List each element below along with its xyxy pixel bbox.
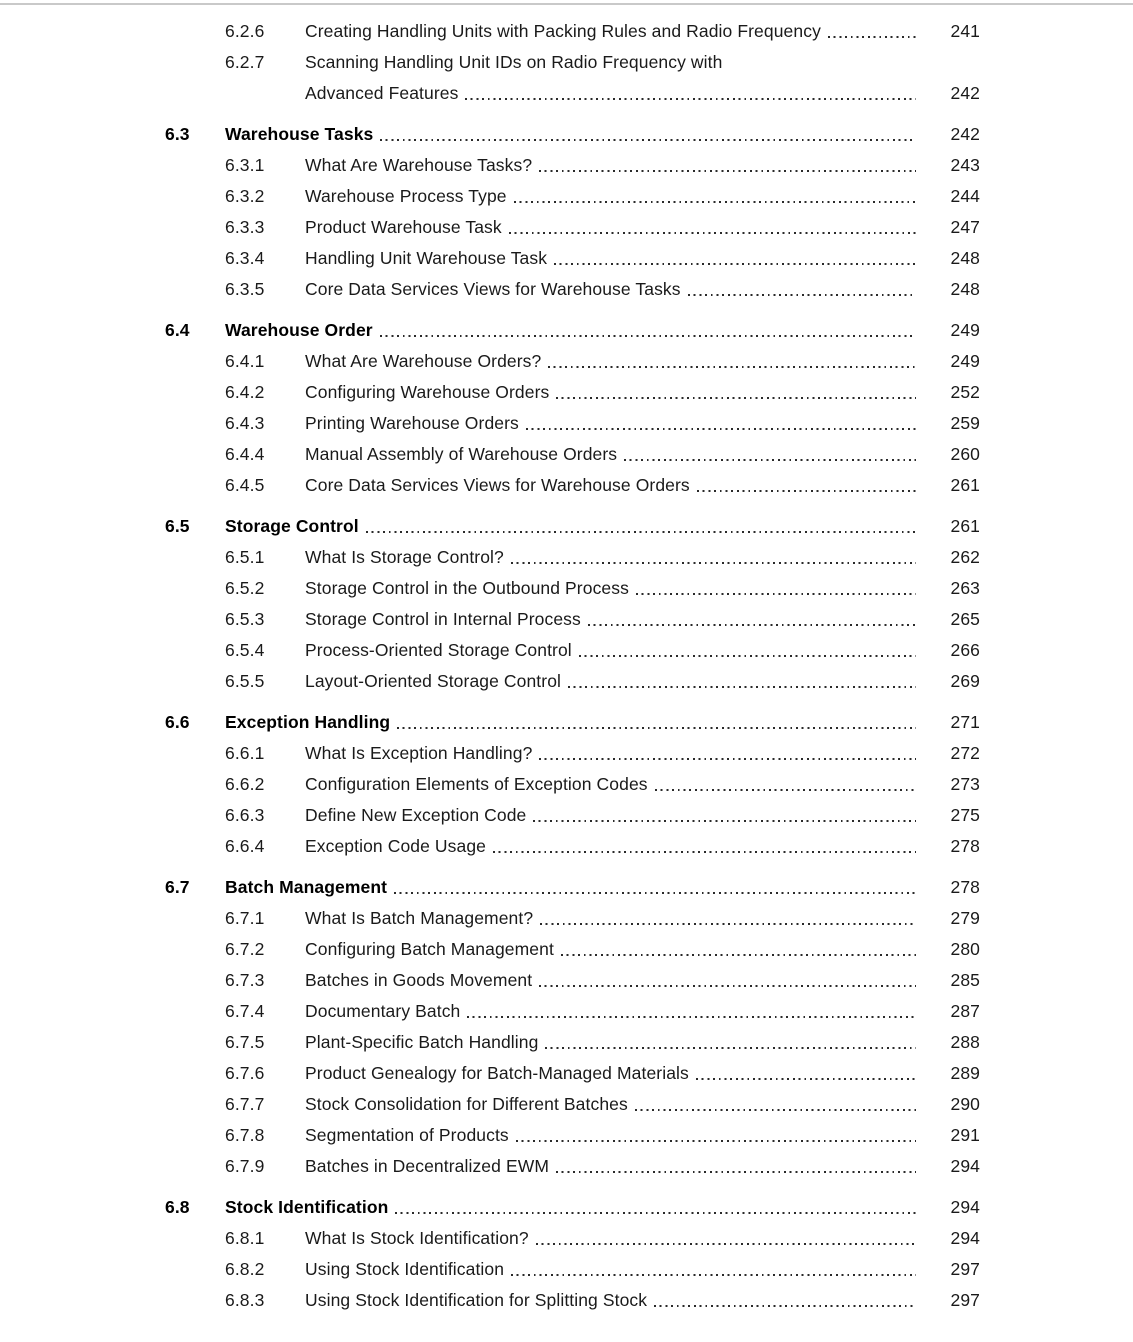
dot-leader — [545, 1047, 916, 1049]
entry-number: 6.7 — [165, 877, 190, 897]
entry-page-number: 275 — [950, 805, 980, 825]
entry-title: Batches in Decentralized EWM — [305, 1156, 550, 1176]
dot-leader — [655, 789, 916, 791]
toc-subsection-entry[interactable] — [225, 1120, 980, 1151]
entry-page-number: 241 — [950, 21, 980, 41]
toc-subsection-entry[interactable] — [225, 470, 980, 501]
entry-number: 6.3.4 — [225, 248, 265, 268]
entry-number: 6.6 — [165, 712, 190, 732]
toc-subsection-entry[interactable] — [225, 1058, 980, 1089]
entry-number: 6.7.6 — [225, 1063, 265, 1083]
entry-number: 6.6.1 — [225, 743, 265, 763]
toc-subsection-entry[interactable] — [225, 573, 980, 604]
entry-page-number: 262 — [950, 547, 980, 567]
entry-page-number: 285 — [950, 970, 980, 990]
entry-page-number: 242 — [950, 83, 980, 103]
entry-title: What Is Exception Handling? — [305, 743, 533, 763]
entry-title: Product Genealogy for Batch-Managed Materials — [305, 1063, 689, 1083]
page-top-border — [0, 3, 1133, 5]
entry-number: 6.2.7 — [225, 52, 265, 72]
entry-number: 6.5.4 — [225, 640, 265, 660]
entry-title: Batch Management — [225, 877, 388, 897]
dot-leader — [635, 1109, 916, 1111]
dot-leader — [548, 366, 916, 368]
entry-page-number: 279 — [950, 908, 980, 928]
entry-number: 6.4.2 — [225, 382, 265, 402]
entry-title: Exception Handling — [225, 712, 391, 732]
entry-number: 6.8.2 — [225, 1259, 265, 1279]
toc-subsection-entry[interactable] — [225, 1254, 980, 1285]
entry-number: 6.6.4 — [225, 836, 265, 856]
toc-subsection-entry[interactable] — [225, 1223, 980, 1254]
dot-leader — [561, 954, 916, 956]
entry-title: Core Data Services Views for Warehouse Tasks — [305, 279, 681, 299]
entry-page-number: 249 — [950, 351, 980, 371]
entry-number: 6.5.5 — [225, 671, 265, 691]
toc-subsection-entry-continuation[interactable] — [225, 78, 980, 109]
entry-number: 6.4 — [165, 320, 190, 340]
dot-leader — [828, 36, 916, 38]
dot-leader — [493, 851, 916, 853]
entry-page-number: 243 — [950, 155, 980, 175]
toc-subsection-entry[interactable] — [225, 212, 980, 243]
toc-subsection-entry[interactable] — [225, 1285, 980, 1316]
toc-subsection-entry[interactable] — [225, 800, 980, 831]
toc-subsection-entry[interactable] — [225, 408, 980, 439]
entry-page-number: 297 — [950, 1290, 980, 1310]
dot-leader — [397, 727, 916, 729]
dot-leader — [380, 139, 916, 141]
dot-leader — [688, 294, 916, 296]
entry-page-number: 271 — [950, 712, 980, 732]
toc-section-entry[interactable] — [165, 315, 980, 346]
entry-page-number: 294 — [950, 1228, 980, 1248]
entry-number: 6.8.1 — [225, 1228, 265, 1248]
toc-subsection-entry[interactable] — [225, 47, 980, 78]
entry-page-number: 287 — [950, 1001, 980, 1021]
dot-leader — [540, 923, 916, 925]
entry-number: 6.6.3 — [225, 805, 265, 825]
entry-number: 6.5.3 — [225, 609, 265, 629]
entry-title: Process-Oriented Storage Control — [305, 640, 572, 660]
entry-page-number: 269 — [950, 671, 980, 691]
dot-leader — [467, 1016, 916, 1018]
toc-subsection-entry[interactable] — [225, 903, 980, 934]
dot-leader — [624, 459, 916, 461]
dot-leader — [366, 531, 916, 533]
dot-leader — [554, 263, 916, 265]
entry-page-number: 289 — [950, 1063, 980, 1083]
dot-leader — [579, 655, 916, 657]
entry-title: Using Stock Identification — [305, 1259, 505, 1279]
entry-number: 6.7.4 — [225, 1001, 265, 1021]
toc-subsection-entry[interactable] — [225, 542, 980, 573]
entry-title: Warehouse Tasks — [225, 124, 374, 144]
dot-leader — [654, 1305, 916, 1307]
entry-title: Core Data Services Views for Warehouse Orders — [305, 475, 690, 495]
toc-subsection-entry[interactable] — [225, 150, 980, 181]
entry-page-number: 265 — [950, 609, 980, 629]
entry-number: 6.5.1 — [225, 547, 265, 567]
entry-page-number: 263 — [950, 578, 980, 598]
entry-number: 6.5 — [165, 516, 190, 536]
entry-title: What Is Batch Management? — [305, 908, 534, 928]
dot-leader — [526, 428, 916, 430]
dot-leader — [511, 562, 916, 564]
entry-number: 6.4.4 — [225, 444, 265, 464]
entry-title: Warehouse Process Type — [305, 186, 507, 206]
dot-leader — [516, 1140, 916, 1142]
entry-page-number: 294 — [950, 1197, 980, 1217]
entry-number: 6.7.1 — [225, 908, 265, 928]
entry-number: 6.4.5 — [225, 475, 265, 495]
entry-page-number: 261 — [950, 516, 980, 536]
entry-title: What Are Warehouse Tasks? — [305, 155, 533, 175]
entry-number: 6.7.5 — [225, 1032, 265, 1052]
entry-page-number: 290 — [950, 1094, 980, 1114]
entry-title: Scanning Handling Unit IDs on Radio Frequency with — [305, 52, 723, 72]
toc-subsection-entry[interactable] — [225, 1151, 980, 1182]
entry-page-number: 244 — [950, 186, 980, 206]
dot-leader — [465, 98, 916, 100]
dot-leader — [697, 490, 916, 492]
dot-leader — [539, 758, 916, 760]
entry-title: Configuring Batch Management — [305, 939, 554, 959]
entry-title: Configuring Warehouse Orders — [305, 382, 550, 402]
dot-leader — [536, 1243, 916, 1245]
entry-page-number: 278 — [950, 836, 980, 856]
toc-subsection-entry[interactable] — [225, 439, 980, 470]
toc-subsection-entry[interactable] — [225, 934, 980, 965]
toc-section-entry[interactable] — [165, 119, 980, 150]
dot-leader — [533, 820, 916, 822]
toc-section-entry[interactable] — [165, 707, 980, 738]
toc-subsection-entry[interactable] — [225, 377, 980, 408]
dot-leader — [556, 397, 916, 399]
entry-number: 6.3.3 — [225, 217, 265, 237]
entry-title: Product Warehouse Task — [305, 217, 502, 237]
toc-subsection-entry[interactable] — [225, 831, 980, 862]
entry-title: Segmentation of Products — [305, 1125, 509, 1145]
entry-title: What Are Warehouse Orders? — [305, 351, 542, 371]
entry-title: Documentary Batch — [305, 1001, 461, 1021]
dot-leader — [539, 985, 916, 987]
entry-number: 6.3.2 — [225, 186, 265, 206]
entry-page-number: 291 — [950, 1125, 980, 1145]
toc-section-entry[interactable] — [165, 872, 980, 903]
entry-number: 6.4.1 — [225, 351, 265, 371]
dot-leader — [539, 170, 916, 172]
dot-leader — [395, 1212, 916, 1214]
dot-leader — [568, 686, 916, 688]
dot-leader — [696, 1078, 916, 1080]
entry-title: Creating Handling Units with Packing Rules and Radio Frequency — [305, 21, 821, 41]
toc-subsection-entry[interactable] — [225, 738, 980, 769]
toc-subsection-entry[interactable] — [225, 181, 980, 212]
entry-page-number: 261 — [950, 475, 980, 495]
toc-subsection-entry[interactable] — [225, 16, 980, 47]
entry-number: 6.3 — [165, 124, 190, 144]
entry-title: What Is Storage Control? — [305, 547, 504, 567]
entry-number: 6.3.5 — [225, 279, 265, 299]
entry-number: 6.5.2 — [225, 578, 265, 598]
entry-number: 6.7.3 — [225, 970, 265, 990]
entry-title: What Is Stock Identification? — [305, 1228, 529, 1248]
toc-subsection-entry[interactable] — [225, 996, 980, 1027]
dot-leader — [588, 624, 916, 626]
toc-subsection-entry[interactable] — [225, 666, 980, 697]
entry-number: 6.3.1 — [225, 155, 265, 175]
entry-page-number: 242 — [950, 124, 980, 144]
entry-title: Manual Assembly of Warehouse Orders — [305, 444, 618, 464]
entry-title: Storage Control in the Outbound Process — [305, 578, 629, 598]
dot-leader — [556, 1171, 916, 1173]
dot-leader — [509, 232, 916, 234]
dot-leader — [380, 335, 916, 337]
entry-page-number: 266 — [950, 640, 980, 660]
entry-title: Define New Exception Code — [305, 805, 527, 825]
entry-number — [225, 78, 305, 109]
dot-leader — [394, 892, 916, 894]
entry-page-number: 280 — [950, 939, 980, 959]
entry-title: Storage Control in Internal Process — [305, 609, 581, 629]
toc-subsection-entry[interactable] — [225, 243, 980, 274]
entry-number: 6.8.3 — [225, 1290, 265, 1310]
entry-number: 6.7.9 — [225, 1156, 265, 1176]
entry-title: Advanced Features — [305, 83, 459, 103]
entry-title: Plant-Specific Batch Handling — [305, 1032, 539, 1052]
dot-leader — [511, 1274, 916, 1276]
entry-page-number: 249 — [950, 320, 980, 340]
toc-subsection-entry[interactable] — [225, 346, 980, 377]
toc-subsection-entry[interactable] — [225, 1027, 980, 1058]
entry-title: Using Stock Identification for Splitting Stock — [305, 1290, 648, 1310]
entry-number: 6.7.2 — [225, 939, 265, 959]
toc-section-entry[interactable] — [165, 1192, 980, 1223]
entry-page-number: 248 — [950, 279, 980, 299]
entry-page-number: 273 — [950, 774, 980, 794]
entry-title: Storage Control — [225, 516, 359, 536]
table-of-contents — [165, 16, 980, 1316]
toc-subsection-entry[interactable] — [225, 769, 980, 800]
entry-title: Warehouse Order — [225, 320, 373, 340]
entry-number: 6.7.7 — [225, 1094, 265, 1114]
entry-title: Handling Unit Warehouse Task — [305, 248, 548, 268]
entry-page-number: 248 — [950, 248, 980, 268]
entry-title: Configuration Elements of Exception Codes — [305, 774, 648, 794]
toc-subsection-entry[interactable] — [225, 635, 980, 666]
toc-section-entry[interactable] — [165, 511, 980, 542]
entry-number: 6.4.3 — [225, 413, 265, 433]
entry-title: Stock Identification — [225, 1197, 389, 1217]
entry-number: 6.2.6 — [225, 21, 265, 41]
entry-title: Batches in Goods Movement — [305, 970, 533, 990]
entry-page-number: 278 — [950, 877, 980, 897]
toc-subsection-entry[interactable] — [225, 604, 980, 635]
entry-page-number: 259 — [950, 413, 980, 433]
entry-page-number: 260 — [950, 444, 980, 464]
entry-title: Stock Consolidation for Different Batches — [305, 1094, 628, 1114]
toc-subsection-entry[interactable] — [225, 274, 980, 305]
entry-title: Exception Code Usage — [305, 836, 486, 856]
entry-number: 6.8 — [165, 1197, 190, 1217]
dot-leader — [636, 593, 916, 595]
entry-number: 6.6.2 — [225, 774, 265, 794]
entry-page-number: 247 — [950, 217, 980, 237]
dot-leader — [514, 201, 916, 203]
entry-page-number: 272 — [950, 743, 980, 763]
entry-number: 6.7.8 — [225, 1125, 265, 1145]
toc-subsection-entry[interactable] — [225, 1089, 980, 1120]
entry-page-number: 252 — [950, 382, 980, 402]
entry-title: Printing Warehouse Orders — [305, 413, 519, 433]
entry-title: Layout-Oriented Storage Control — [305, 671, 562, 691]
entry-page-number: 294 — [950, 1156, 980, 1176]
entry-page-number: 297 — [950, 1259, 980, 1279]
toc-subsection-entry[interactable] — [225, 965, 980, 996]
entry-page-number: 288 — [950, 1032, 980, 1052]
